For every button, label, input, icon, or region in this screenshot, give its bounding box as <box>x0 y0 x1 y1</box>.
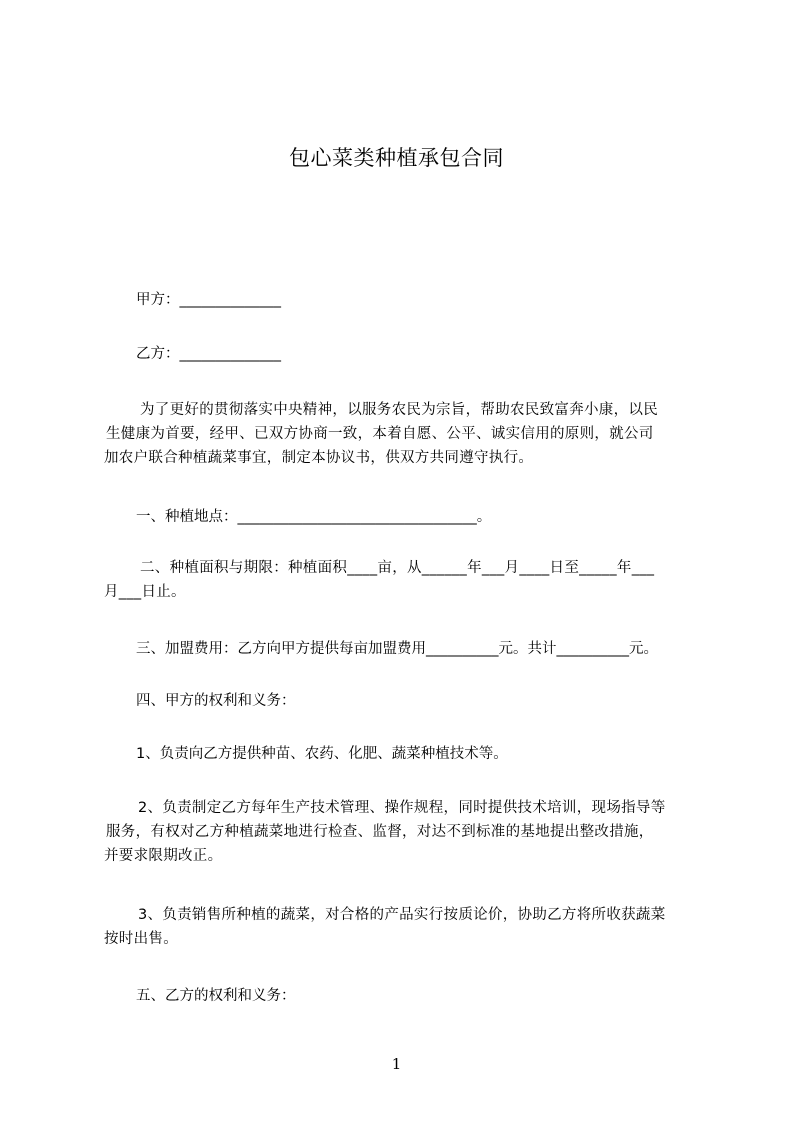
party-b-line: 乙方：______________ <box>136 346 281 362</box>
clause-4-item-2-line-2: 服务，有权对乙方种植蔬菜地进行检查、监督，对达不到标准的基地提出整改措施， <box>106 824 654 840</box>
preamble-line-3: 加农户联合种植蔬菜事宜，制定本协议书，供双方共同遵守执行。 <box>104 450 534 466</box>
clause-4-item-3-line-2: 按时出售。 <box>104 931 178 947</box>
preamble-line-1: 为了更好的贯彻落实中央精神，以服务农民为宗旨，帮助农民致富奔小康，以民 <box>140 402 658 418</box>
clause-4-heading: 四、甲方的权利和义务： <box>136 693 296 709</box>
clause-2-line-1: 二、种植面积与期限：种植面积____亩，从______年___月____日至_____年___ <box>140 560 655 576</box>
clause-5-heading: 五、乙方的权利和义务： <box>136 988 296 1004</box>
document-title: 包心菜类种植承包合同 <box>289 146 504 170</box>
preamble-line-2: 生健康为首要，经甲、已双方协商一致，本着自愿、公平、诚实信用的原则，就公司 <box>106 426 654 442</box>
clause-2-paragraph <box>104 556 710 604</box>
clause-1-location: 一、种植地点：_________________________________。 <box>136 509 492 525</box>
clause-4-item-1: 1、负责向乙方提供种苗、农药、化肥、蔬菜种植技术等。 <box>136 746 508 762</box>
clause-3-fees: 三、加盟费用：乙方向甲方提供每亩加盟费用__________元。共计__________元。 <box>136 641 658 657</box>
clause-4-item-2 <box>104 796 710 868</box>
clause-4-item-2-line-1: 2、负责制定乙方每年生产技术管理、操作规程，同时提供技术培训，现场指导等 <box>138 800 666 816</box>
clause-2-line-2: 月___日止。 <box>104 584 186 600</box>
page-number: 1 <box>391 1055 402 1073</box>
preamble-paragraph <box>104 398 710 470</box>
party-a-line: 甲方：______________ <box>136 292 281 308</box>
clause-4-item-3 <box>104 903 710 951</box>
clause-4-item-2-line-3: 并要求限期改正。 <box>104 848 223 864</box>
clause-4-item-3-line-1: 3、负责销售所种植的蔬菜，对合格的产品实行按质论价，协助乙方将所收获蔬菜 <box>138 907 666 923</box>
